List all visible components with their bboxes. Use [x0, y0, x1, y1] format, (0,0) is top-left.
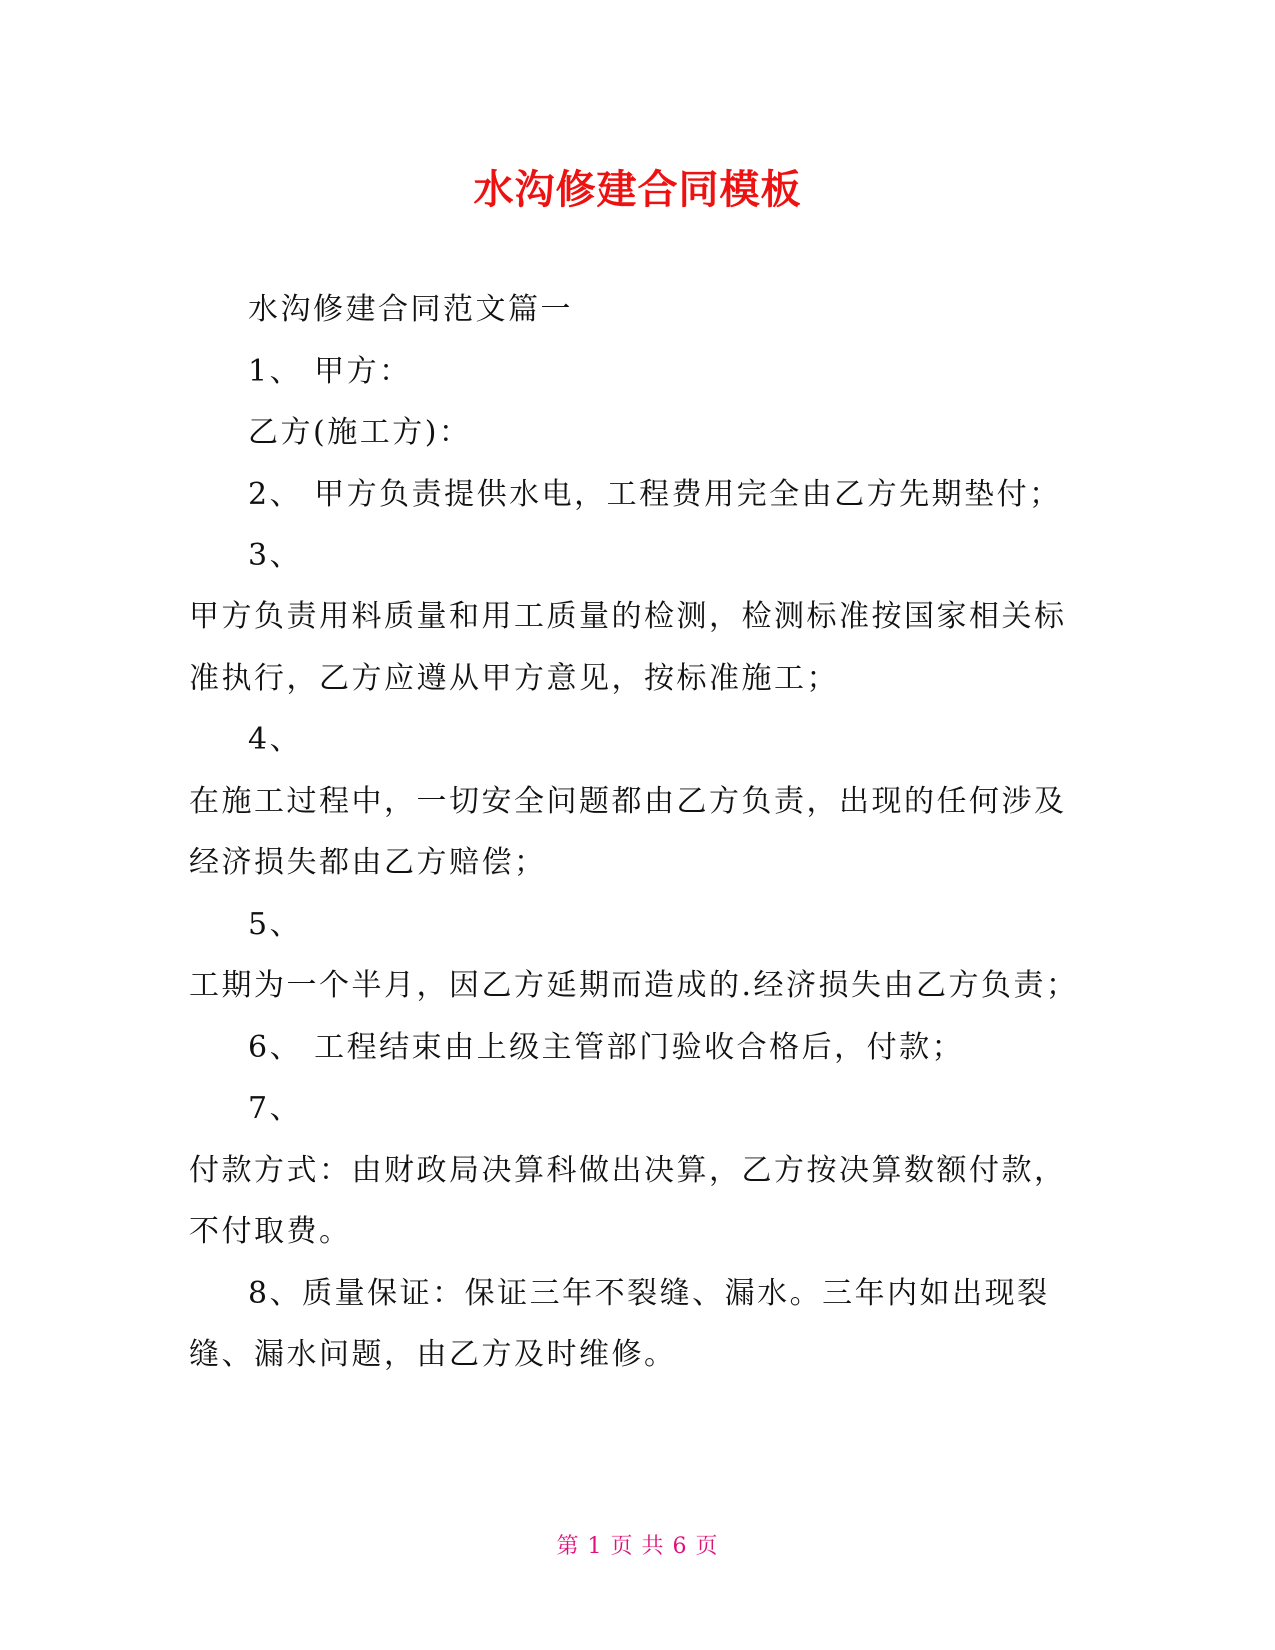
clause-7-number: 7、 [248, 1091, 303, 1126]
footer-total-pages: 6 [672, 1534, 688, 1559]
clause-7-text-line-2: 不付取费。 [189, 1214, 352, 1249]
clause-2: 2、 甲方负责提供水电，工程费用完全由乙方先期垫付； [248, 477, 1062, 512]
clause-3-number: 3、 [248, 538, 303, 573]
footer-mid: 页 共 [610, 1534, 665, 1559]
footer-suffix: 页 [695, 1534, 719, 1559]
clause-1-party-a: 1、 甲方： [248, 354, 412, 389]
clause-8-line-2: 缝、漏水问题，由乙方及时维修。 [189, 1337, 677, 1372]
clause-8-line-1: 8、质量保证：保证三年不裂缝、漏水。三年内如出现裂 [248, 1276, 1050, 1311]
clause-4-text-line-2: 经济损失都由乙方赔偿； [189, 845, 547, 880]
section-heading: 水沟修建合同范文篇一 [248, 292, 573, 327]
clause-4-number: 4、 [248, 722, 303, 757]
clause-5-text: 工期为一个半月，因乙方延期而造成的.经济损失由乙方负责； [189, 968, 1079, 1003]
clause-1-party-b: 乙方(施工方)： [248, 415, 472, 450]
clause-4-text-line-1: 在施工过程中，一切安全问题都由乙方负责，出现的任何涉及 [189, 784, 1067, 819]
clause-6: 6、 工程结束由上级主管部门验收合格后，付款； [248, 1030, 965, 1065]
footer-current-page: 1 [587, 1534, 603, 1559]
clause-3-text-line-2: 准执行，乙方应遵从甲方意见，按标准施工； [189, 661, 839, 696]
clause-7-text-line-1: 付款方式：由财政局决算科做出决算，乙方按决算数额付款， [189, 1153, 1067, 1188]
page-footer [0, 1532, 1275, 1562]
clause-3-text-line-1: 甲方负责用料质量和用工质量的检测，检测标准按国家相关标 [189, 599, 1067, 634]
footer-prefix: 第 [556, 1534, 580, 1559]
clause-5-number: 5、 [248, 907, 303, 942]
document-title: 水沟修建合同模板 [473, 167, 802, 213]
